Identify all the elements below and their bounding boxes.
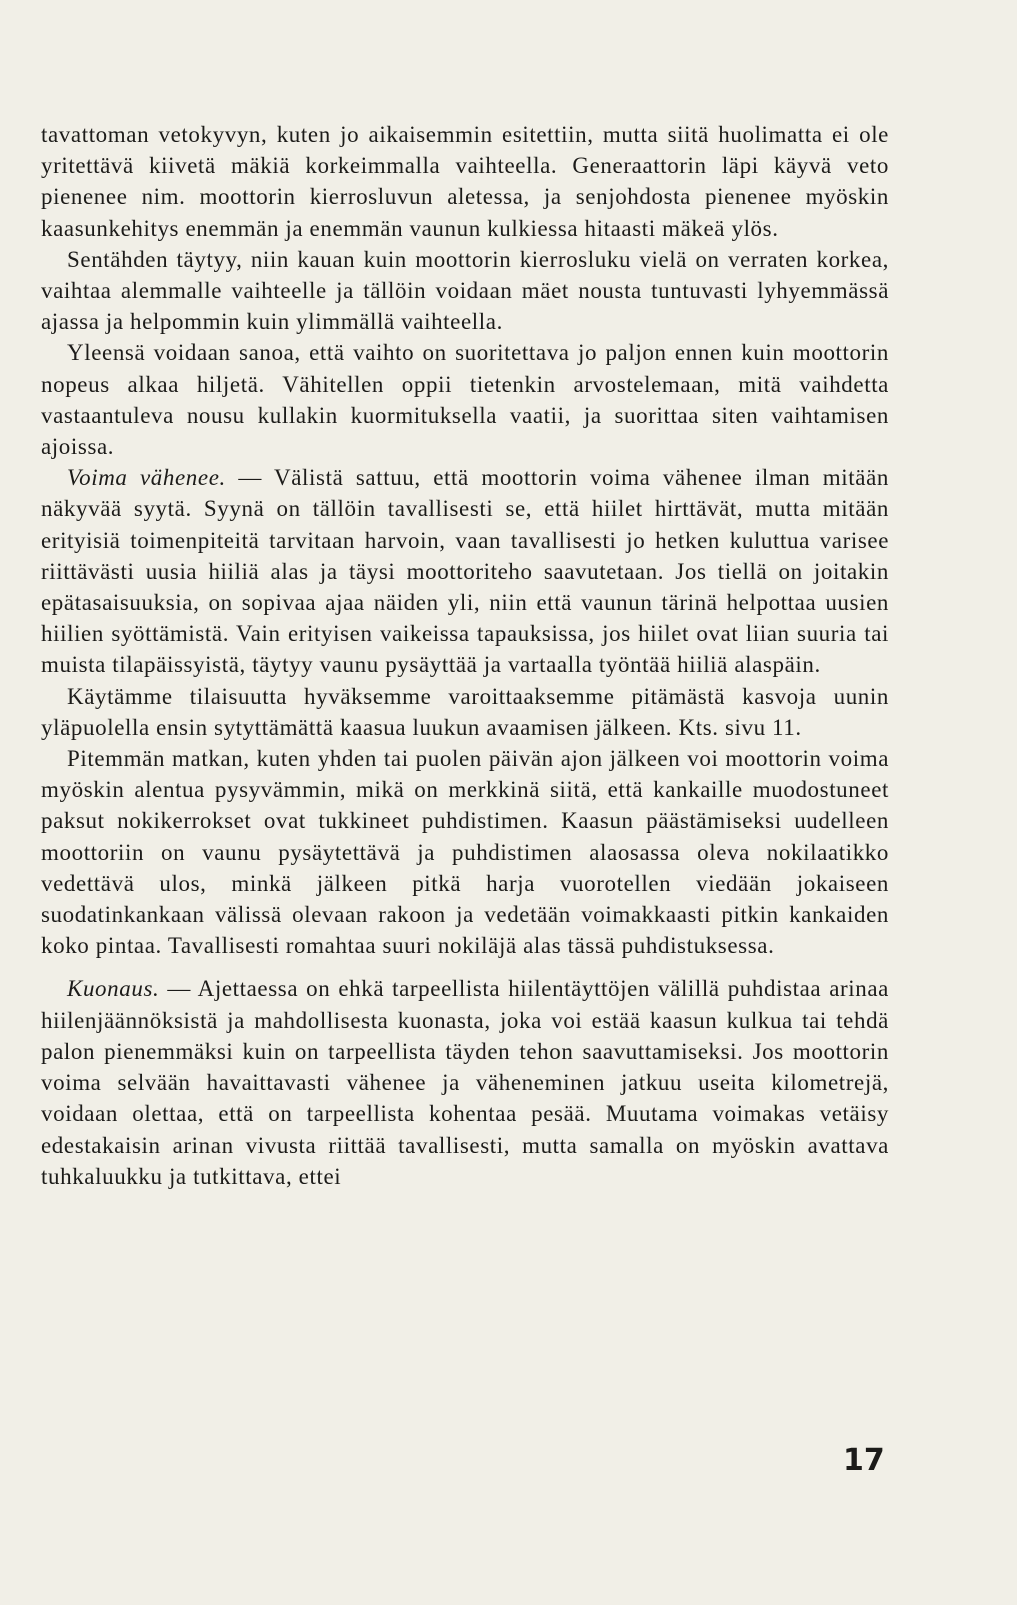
section-heading: Kuonaus.	[67, 976, 160, 1002]
paragraph-text: — Välistä sattuu, että moottorin voima vähenee ilman mitään näkyvää syytä. Syynä on tällöin tavallisesti se, että hiilet hirttävät, mutta mitään erityisiä toimenpiteitä tarvitaan harvoin, vaan tavallisesti jo hetken kuluttua varisee riittävästi uusia hiiliä alas ja täysi moottoriteho saavutetaan. Jos tiellä on joitakin epätasaisuuksia, on sopivaa ajaa näiden yli, niin että vaunun tärinä helpottaa uusien hiilien syöttämistä. Vain erityisen vaikeissa tapauksissa, jos hiilet ovat liian suuria tai muista tilapäissyistä, täytyy vaunu pysäyttää ja vartaalla työntää hiiliä alaspäin.	[41, 465, 889, 678]
paragraph	[41, 681, 889, 743]
page-number: 17	[843, 1443, 885, 1478]
paragraph-kuonaus	[41, 973, 889, 1191]
paragraph	[41, 743, 889, 961]
section-heading: Voima vähenee.	[67, 465, 226, 491]
paragraph-text: Käytämme tilaisuutta hyväksemme varoittaaksemme pitämästä kasvoja uunin yläpuolella ensin sytyttämättä kaasua luukun avaamisen jälkeen. Kts. sivu 11.	[41, 683, 889, 740]
paragraph-text: Pitemmän matkan, kuten yhden tai puolen päivän ajon jälkeen voi moottorin voima myöskin alentua pysyvämmin, mikä on merkkinä siitä, että kankaille muodostuneet paksut nokikerrokset ovat tukkineet puhdistimen. Kaasun päästämiseksi uudelleen moottoriin on vaunu pysäytettävä ja puhdistimen alaosassa oleva nokilaatikko vedettävä ulos, minkä jälkeen pitkä harja vuorotellen viedään jokaiseen suodatinkankaan välissä olevaan rakoon ja vedetään voimakkaasti pitkin kankaiden koko pintaa. Tavallisesti romahtaa suuri nokiläjä alas tässä puhdistuksessa.	[41, 746, 889, 959]
paragraph-text: Sentähden täytyy, niin kauan kuin moottorin kierrosluku vielä on verraten korkea, vaihtaa alemmalle vaihteelle ja tällöin voidaan mäet nousta tuntuvasti lyhyemmässä ajassa ja helpommin kuin ylimmällä vaihteella.	[41, 246, 889, 335]
paragraph	[41, 337, 889, 462]
body-text	[41, 119, 889, 1192]
paragraph-voima-vahenee	[41, 462, 889, 680]
paragraph	[41, 119, 889, 244]
paragraph	[41, 244, 889, 338]
paragraph-text: tavattoman vetokyvyn, kuten jo aikaisemmin esitettiin, mutta siitä huolimatta ei ole yritettävä kiivetä mäkiä korkeimmalla vaihteella. Generaattorin läpi käyvä veto pienenee nim. moottorin kierrosluvun aletessa, ja senjohdosta pienenee myöskin kaasunkehitys enemmän ja enemmän vaunun kulkiessa hitaasti mäkeä ylös.	[41, 122, 889, 241]
paragraph-text: Yleensä voidaan sanoa, että vaihto on suoritettava jo paljon ennen kuin moottorin nopeus alkaa hiljetä. Vähitellen oppii tietenkin arvostelemaan, mitä vaihdetta vastaantuleva nousu kullakin kuormituksella vaatii, ja suorittaa siten vaihtamisen ajoissa.	[41, 340, 889, 460]
paragraph-text: — Ajettaessa on ehkä tarpeellista hiilentäyttöjen välillä puhdistaa arinaa hiilenjäännöksistä ja mahdollisesta kuonasta, joka voi estää kaasun kulkua tai tehdä palon pienemmäksi kuin on tarpeellista täyden tehon saavuttamiseksi. Jos moottorin voima selvään havaittavasti vähenee ja väheneminen jatkuu useita kilometrejä, voidaan olettaa, että on tarpeellista kohentaa pesää. Muutama voimakas vetäisy edestakaisin arinan vivusta riittää tavallisesti, mutta samalla on myöskin avattava tuhkaluukku ja tutkittava, ettei	[41, 976, 889, 1189]
